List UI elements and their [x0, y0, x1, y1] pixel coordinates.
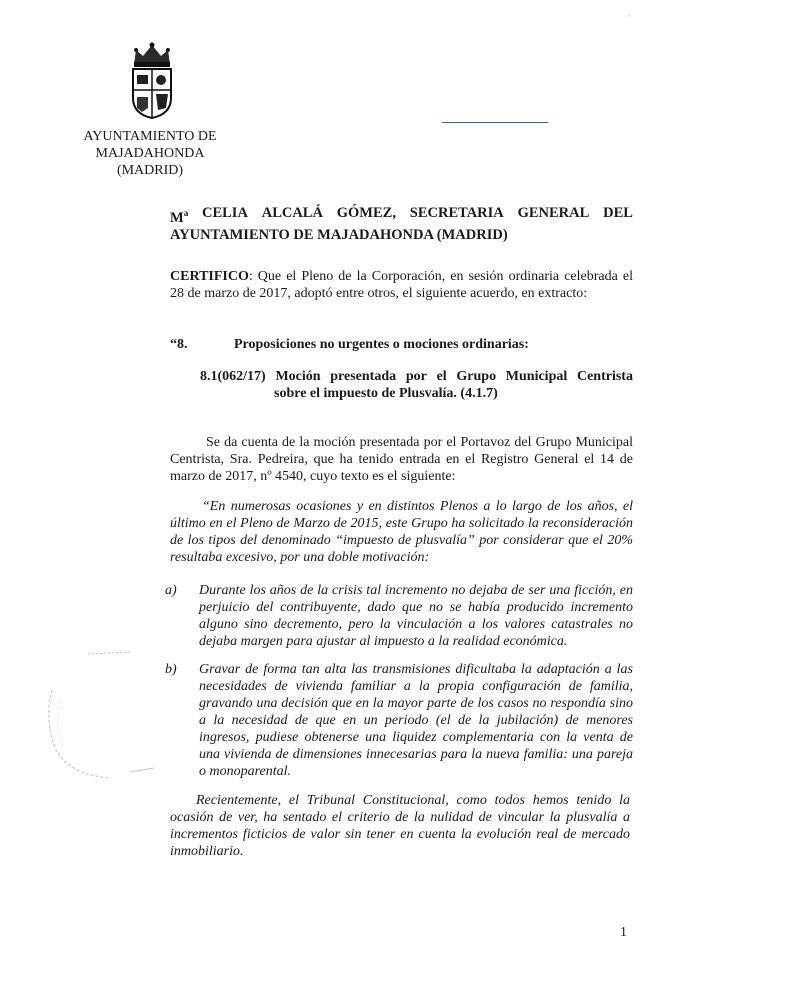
certification-paragraph	[170, 268, 633, 302]
certifico-label: CERTIFICO	[170, 269, 249, 284]
heading-word: GÓMEZ,	[336, 205, 396, 221]
motion-code: 8.1(062/17)	[200, 369, 266, 384]
body-paragraph-tribunal: Recientemente, el Tribunal Constitucional, como todos hemos tenido la ocasión de ver, ha sentado el criterio de la nulidad de vincular la plusvalía a incrementos ficticios de valor sin tener en cuenta la evolución real de mercado inmobiliario.	[170, 793, 630, 859]
list-item-text: Durante los años de la crisis tal incremento no dejaba de ser una ficción, en perjuicio del contribuyente, dado que no se había producido incremento alguno sino decremento, pero la vinculación a los valores catastrales no dejaba margen para ajustar al impuesto a la realidad económica.	[199, 583, 633, 649]
motion-title-word: por	[405, 369, 427, 384]
heading-word: ALCALÁ	[261, 205, 323, 221]
list-item-text: Gravar de forma tan alta las transmisiones dificultaba la adaptación a las necesidades de vivienda familiar a la propia configuración de familia, gravando una decisión que en la mayor parte de los casos no respondía sino a la necesidad de que en un periodo (el de la jubilación) de menores ingresos, pudiese obtenerse una liquidez complementaria con la venta de una vivienda de dimensiones innecesarias para la nueva familia: una pareja o monoparental.	[199, 662, 633, 779]
heading-line-2: AYUNTAMIENTO DE MAJADAHONDA (MADRID)	[170, 226, 508, 243]
page-number: 1	[620, 925, 627, 940]
coat-of-arms-logo	[128, 42, 176, 120]
motion-title-word: el	[436, 369, 447, 384]
body-paragraph-quote-start: “En numerosas ocasiones y en distintos Plenos a lo largo de los años, el último en el Pleno de Marzo de 2015, este Grupo ha solicitado la reconsideración de los tipos del denominado “impuesto de plusvalía” por considerar que el 20% resultaba excesivo, por una doble motivación:	[170, 499, 633, 565]
motion-title-word: Moción	[275, 369, 321, 384]
motion-title-word: presentada	[330, 369, 397, 384]
body-paragraph-intro: Se da cuenta de la moción presentada por el Portavoz del Grupo Municipal Centrista, Sra. Pedreira, que ha tenido entrada en el Registro General el 14 de marzo de 2017, nº 4540, cuyo texto es el siguiente:	[170, 435, 633, 484]
motion-title-line-2: sobre el impuesto de Plusvalía. (4.1.7)	[274, 386, 498, 401]
heading-word: DEL	[603, 205, 633, 221]
heading-word: $M^a$	[170, 208, 189, 226]
certifico-text: : Que el Pleno de la Corporación, en sesión ordinaria celebrada el 28 de marzo de 2017, adoptó entre otros, el siguiente acuerdo, en extracto:	[170, 269, 633, 301]
list-marker: a)	[165, 583, 177, 598]
section-title: Proposiciones no urgentes o mociones ordinarias:	[234, 337, 529, 352]
list-item	[165, 661, 633, 780]
org-line-1: AYUNTAMIENTO DE	[83, 129, 217, 144]
motion-title-word: Grupo	[456, 369, 497, 384]
section-heading	[170, 336, 633, 353]
section-number: “8.	[170, 337, 188, 352]
motion-heading	[200, 368, 633, 402]
list-marker: b)	[165, 662, 177, 677]
blue-underline-divider	[442, 122, 548, 123]
motion-title-word: Municipal	[505, 369, 568, 384]
heading-word: CELIA	[201, 205, 248, 221]
list-item	[165, 582, 633, 650]
heading-word: SECRETARIA	[409, 205, 504, 221]
organization-name	[80, 128, 220, 179]
org-line-3: (MADRID)	[116, 163, 184, 178]
secretary-heading	[170, 205, 633, 244]
faint-stamp-mark	[30, 640, 170, 790]
corner-mark: `	[628, 14, 631, 23]
heading-word: GENERAL	[517, 205, 590, 221]
org-line-2: MAJADAHONDA	[95, 146, 205, 161]
motion-title-word: Centrista	[576, 369, 633, 384]
